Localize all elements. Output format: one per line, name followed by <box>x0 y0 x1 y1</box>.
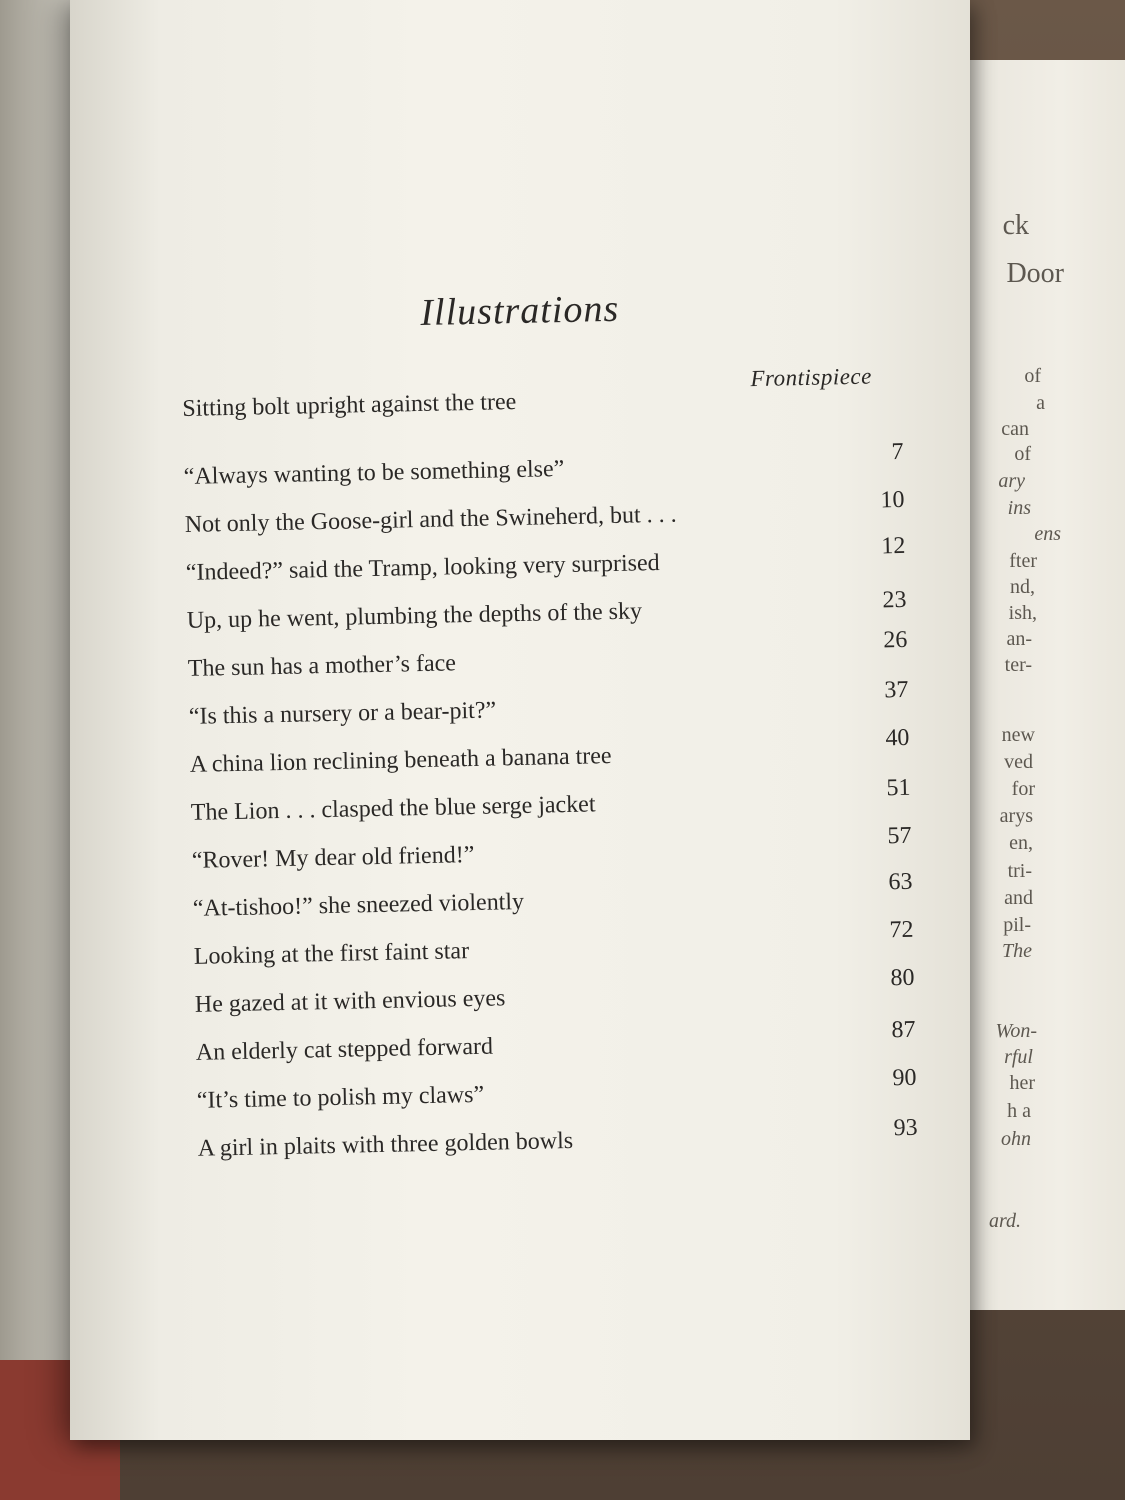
page-number: 7 <box>891 438 904 466</box>
fragment-text: en, <box>1009 832 1033 854</box>
page-number: 23 <box>882 586 907 614</box>
illustration-caption: “Is this a nursery or a bear-pit?” <box>188 697 497 730</box>
illustration-caption: Not only the Goose-girl and the Swineherd, but . . . <box>184 501 677 538</box>
fragment-text: ohn <box>1001 1128 1031 1150</box>
page-number: 10 <box>880 486 905 514</box>
book-page <box>70 0 970 1440</box>
illustration-caption: “It’s time to polish my claws” <box>196 1081 485 1114</box>
illustration-caption: The Lion . . . clasped the blue serge jacket <box>190 791 596 826</box>
fragment-text: ck <box>1002 210 1029 241</box>
fragment-text: h a <box>1007 1100 1031 1122</box>
fragment-text: for <box>1011 778 1035 800</box>
page-number: 87 <box>891 1016 916 1044</box>
page-number: 40 <box>885 724 910 752</box>
fragment-text: The <box>1002 940 1032 962</box>
illustration-caption: He gazed at it with envious eyes <box>194 985 506 1018</box>
page-number: 12 <box>881 532 906 560</box>
page-number: 51 <box>886 774 911 802</box>
illustration-caption: “Always wanting to be something else” <box>183 455 565 490</box>
fragment-text: ard. <box>988 1210 1021 1232</box>
illustration-caption: An elderly cat stepped forward <box>195 1033 494 1066</box>
illustration-caption: “Rover! My dear old friend!” <box>191 841 475 874</box>
page-number: 63 <box>888 868 913 896</box>
page-number: 93 <box>893 1114 918 1142</box>
fragment-text: tri- <box>1007 860 1032 882</box>
page-number: 80 <box>890 964 915 992</box>
fragment-text: her <box>1009 1072 1035 1094</box>
page-number: 72 <box>889 916 914 944</box>
fragment-text: ary <box>998 470 1025 492</box>
fragment-text: ter- <box>1004 654 1032 676</box>
fragment-text: ins <box>1007 497 1031 519</box>
fragment-text: fter <box>1009 550 1037 572</box>
illustration-caption: Looking at the first faint star <box>193 938 470 970</box>
illustration-caption: Sitting bolt upright against the tree <box>182 388 517 422</box>
underlying-book-page <box>955 60 1125 1310</box>
fragment-text: Won- <box>995 1020 1037 1042</box>
page-number: 37 <box>884 676 909 704</box>
illustration-caption: A china lion reclining beneath a banana tree <box>189 743 612 778</box>
page-number: 90 <box>892 1064 917 1092</box>
fragment-text: ens <box>1034 523 1061 545</box>
page-number: 26 <box>883 626 908 654</box>
fragment-text: of <box>1014 443 1031 465</box>
fragment-text: of <box>1024 365 1041 387</box>
fragment-text: arys <box>999 805 1033 827</box>
page-title: Illustrations <box>419 287 620 334</box>
page-number: 57 <box>887 822 912 850</box>
fragment-text: ish, <box>1008 602 1037 624</box>
illustration-caption: Up, up he went, plumbing the depths of the sky <box>186 598 643 634</box>
fragment-text: rful <box>1004 1046 1033 1068</box>
fragment-text: a <box>1036 392 1045 414</box>
illustration-caption: “Indeed?” said the Tramp, looking very surprised <box>185 550 660 586</box>
illustration-caption: The sun has a mother’s face <box>187 650 457 682</box>
fragment-text: Door <box>1006 258 1064 289</box>
fragment-text: can <box>1001 418 1029 440</box>
illustration-caption: “At-tishoo!” she sneezed violently <box>192 888 525 922</box>
page-number: Frontispiece <box>750 363 873 392</box>
fragment-text: nd, <box>1010 576 1035 598</box>
fragment-text: pil- <box>1003 914 1031 936</box>
fragment-text: ved <box>1004 751 1033 773</box>
illustration-caption: A girl in plaits with three golden bowls <box>197 1127 574 1162</box>
fragment-text: new <box>1001 724 1035 746</box>
fragment-text: an- <box>1006 628 1032 650</box>
fragment-text: and <box>1004 887 1033 909</box>
